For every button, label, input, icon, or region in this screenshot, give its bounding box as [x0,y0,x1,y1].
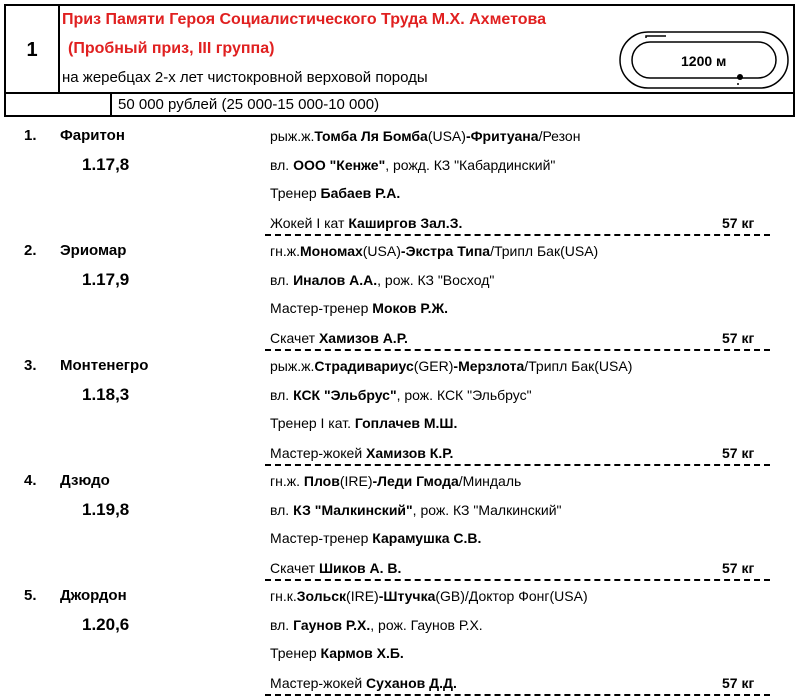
race-header [4,4,795,117]
horse-name: Эриомар [60,242,127,259]
horse-name: Джордон [60,587,127,604]
header-divider [6,92,793,94]
trainer-line: Мастер-тренер Моков Р.Ж. [270,300,449,316]
result-row [0,581,800,697]
carried-weight: 57 кг [722,675,755,691]
trainer-line: Тренер Бабаев Р.А. [270,185,401,201]
finish-time: 1.20,6 [82,615,130,634]
result-row [0,351,800,467]
owner-line: вл. Иналов А.А., рож. КЗ "Восход" [270,272,495,288]
owner-line: вл. ООО "Кенже", рожд. КЗ "Кабардинский" [270,157,556,173]
prize-divider [110,92,112,115]
jockey-line: Мастер-жокей Хамизов К.Р. [270,445,454,461]
jockey-line: Жокей I кат Каширгов Зал.З. [270,215,463,231]
pedigree-line: гн.к.Зольск(IRE)-Штучка(GB)/Доктор Фонг(USA) [270,588,588,604]
horse-name: Дзюдо [60,472,110,489]
finish-place: 4. [24,472,37,489]
horse-name: Фаритон [60,127,125,144]
trainer-line: Тренер I кат. Гоплачев М.Ш. [270,415,458,431]
jockey-line: Скачет Шиков А. В. [270,560,402,576]
trainer-line: Тренер Кармов Х.Б. [270,645,404,661]
finish-place: 3. [24,357,37,374]
pedigree-line: гн.ж.Мономах(USA)-Экстра Типа/Трипл Бак(USA) [270,243,599,259]
finish-place: 1. [24,127,37,144]
result-row [0,121,800,237]
race-conditions: на жеребцах 2-х лет чистокровной верховой породы [62,69,428,86]
jockey-line: Скачет Хамизов А.Р. [270,330,408,346]
result-row [0,236,800,352]
race-number: 1 [6,6,60,94]
finish-place: 2. [24,242,37,259]
trainer-line: Мастер-тренер Карамушка С.В. [270,530,482,546]
finish-time: 1.17,9 [82,270,130,289]
race-subtitle: (Пробный приз, III группа) [68,40,275,57]
carried-weight: 57 кг [722,215,755,231]
pedigree-line: гн.ж. Плов(IRE)-Леди Гмода/Миндаль [270,473,522,489]
pedigree-line: рыж.ж.Страдивариус(GER)-Мерзлота/Трипл Бак(USA) [270,358,633,374]
owner-line: вл. Гаунов Р.Х., рож. Гаунов Р.Х. [270,617,483,633]
carried-weight: 57 кг [722,560,755,576]
finish-time: 1.18,3 [82,385,130,404]
race-prize: 50 000 рублей (25 000-15 000-10 000) [118,96,380,113]
pedigree-line: рыж.ж.Томба Ля Бомба(USA)-Фритуана/Резон [270,128,581,144]
finish-time: 1.19,8 [82,500,130,519]
finish-place: 5. [24,587,37,604]
finish-time: 1.17,8 [82,155,130,174]
owner-line: вл. КСК "Эльбрус", рож. КСК "Эльбрус" [270,387,532,403]
race-title: Приз Памяти Героя Социалистического Труда М.Х. Ахметова [62,11,547,28]
carried-weight: 57 кг [722,445,755,461]
race-distance: 1200 м [681,53,727,69]
result-row [0,466,800,582]
carried-weight: 57 кг [722,330,755,346]
row-divider [265,694,770,696]
horse-name: Монтенегро [60,357,149,374]
jockey-line: Мастер-жокей Суханов Д.Д. [270,675,457,691]
owner-line: вл. КЗ "Малкинский", рож. КЗ "Малкинский" [270,502,562,518]
